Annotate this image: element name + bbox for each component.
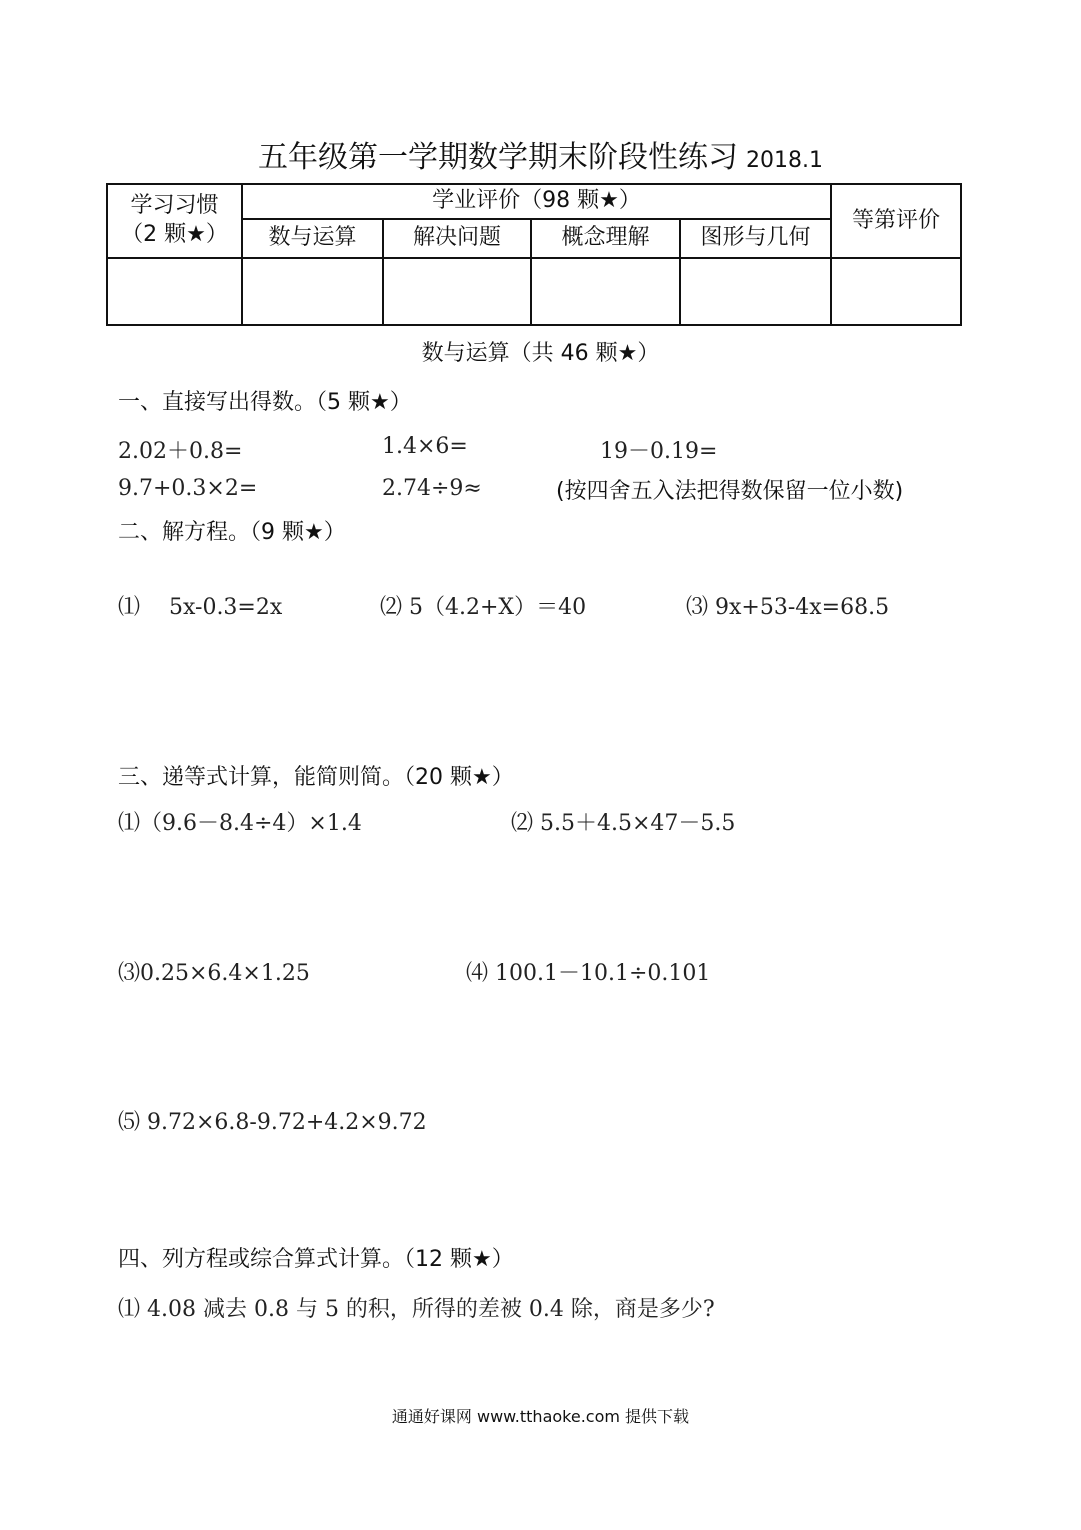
part1-note: (按四舍五入法把得数保留一位小数) xyxy=(556,479,904,504)
habit-stars: （2 颗★） xyxy=(121,222,228,247)
part3-item: ⑸ 9.72×6.8-9.72+4.2×9.72 xyxy=(118,1110,427,1135)
col-header: 概念理解 xyxy=(531,219,680,258)
part2-item: ⑶ 9x+53-4x=68.5 xyxy=(686,595,890,620)
score-cell[interactable] xyxy=(680,258,831,325)
col-header: 图形与几何 xyxy=(680,219,831,258)
part3-item: ⑷ 100.1－10.1÷0.101 xyxy=(466,961,711,986)
page-title xyxy=(0,132,1081,176)
score-cell[interactable] xyxy=(242,258,383,325)
part3-item: ⑶0.25×6.4×1.25 xyxy=(118,961,310,986)
part1-item: 19－0.19= xyxy=(600,439,718,464)
footer-text: 通通好课网 www.tthaoke.com 提供下载 xyxy=(391,1407,690,1426)
score-cell[interactable] xyxy=(383,258,531,325)
part1-heading: 一、直接写出得数。（5 颗★） xyxy=(118,390,412,415)
part1-item: 9.7+0.3×2= xyxy=(118,476,258,501)
part1-item: 1.4×6= xyxy=(382,434,468,459)
part2-item: ⑴ 5x-0.3=2x xyxy=(118,595,283,620)
score-cell[interactable] xyxy=(831,258,961,325)
part3-item: ⑵ 5.5＋4.5×47－5.5 xyxy=(511,811,736,836)
title-main: 五年级第一学期数学期末阶段性练习 xyxy=(258,140,738,175)
part2-item: ⑵ 5（4.2+X）＝40 xyxy=(380,595,587,620)
academic-header: 学业评价（98 颗★） xyxy=(242,184,831,219)
score-table xyxy=(106,183,962,326)
part2-heading: 二、解方程。（9 颗★） xyxy=(118,520,346,545)
grade-header: 等第评价 xyxy=(831,184,961,258)
section-title: 数与运算（共 46 颗★） xyxy=(421,341,660,366)
score-cell[interactable] xyxy=(531,258,680,325)
part1-item: 2.02＋0.8= xyxy=(118,439,243,464)
title-year: 2018.1 xyxy=(746,148,823,173)
habit-header xyxy=(107,184,242,258)
col-header: 数与运算 xyxy=(242,219,383,258)
part4-heading: 四、列方程或综合算式计算。（12 颗★） xyxy=(118,1247,514,1272)
habit-label: 学习习惯 xyxy=(130,193,219,219)
part4-item: ⑴ 4.08 减去 0.8 与 5 的积，所得的差被 0.4 除，商是多少? xyxy=(118,1297,715,1322)
score-cell[interactable] xyxy=(107,258,242,325)
col-header: 解决问题 xyxy=(383,219,531,258)
part3-item: ⑴（9.6－8.4÷4）×1.4 xyxy=(118,811,362,836)
part3-heading: 三、递等式计算，能简则简。（20 颗★） xyxy=(118,765,514,790)
part1-item: 2.74÷9≈ xyxy=(382,476,482,501)
